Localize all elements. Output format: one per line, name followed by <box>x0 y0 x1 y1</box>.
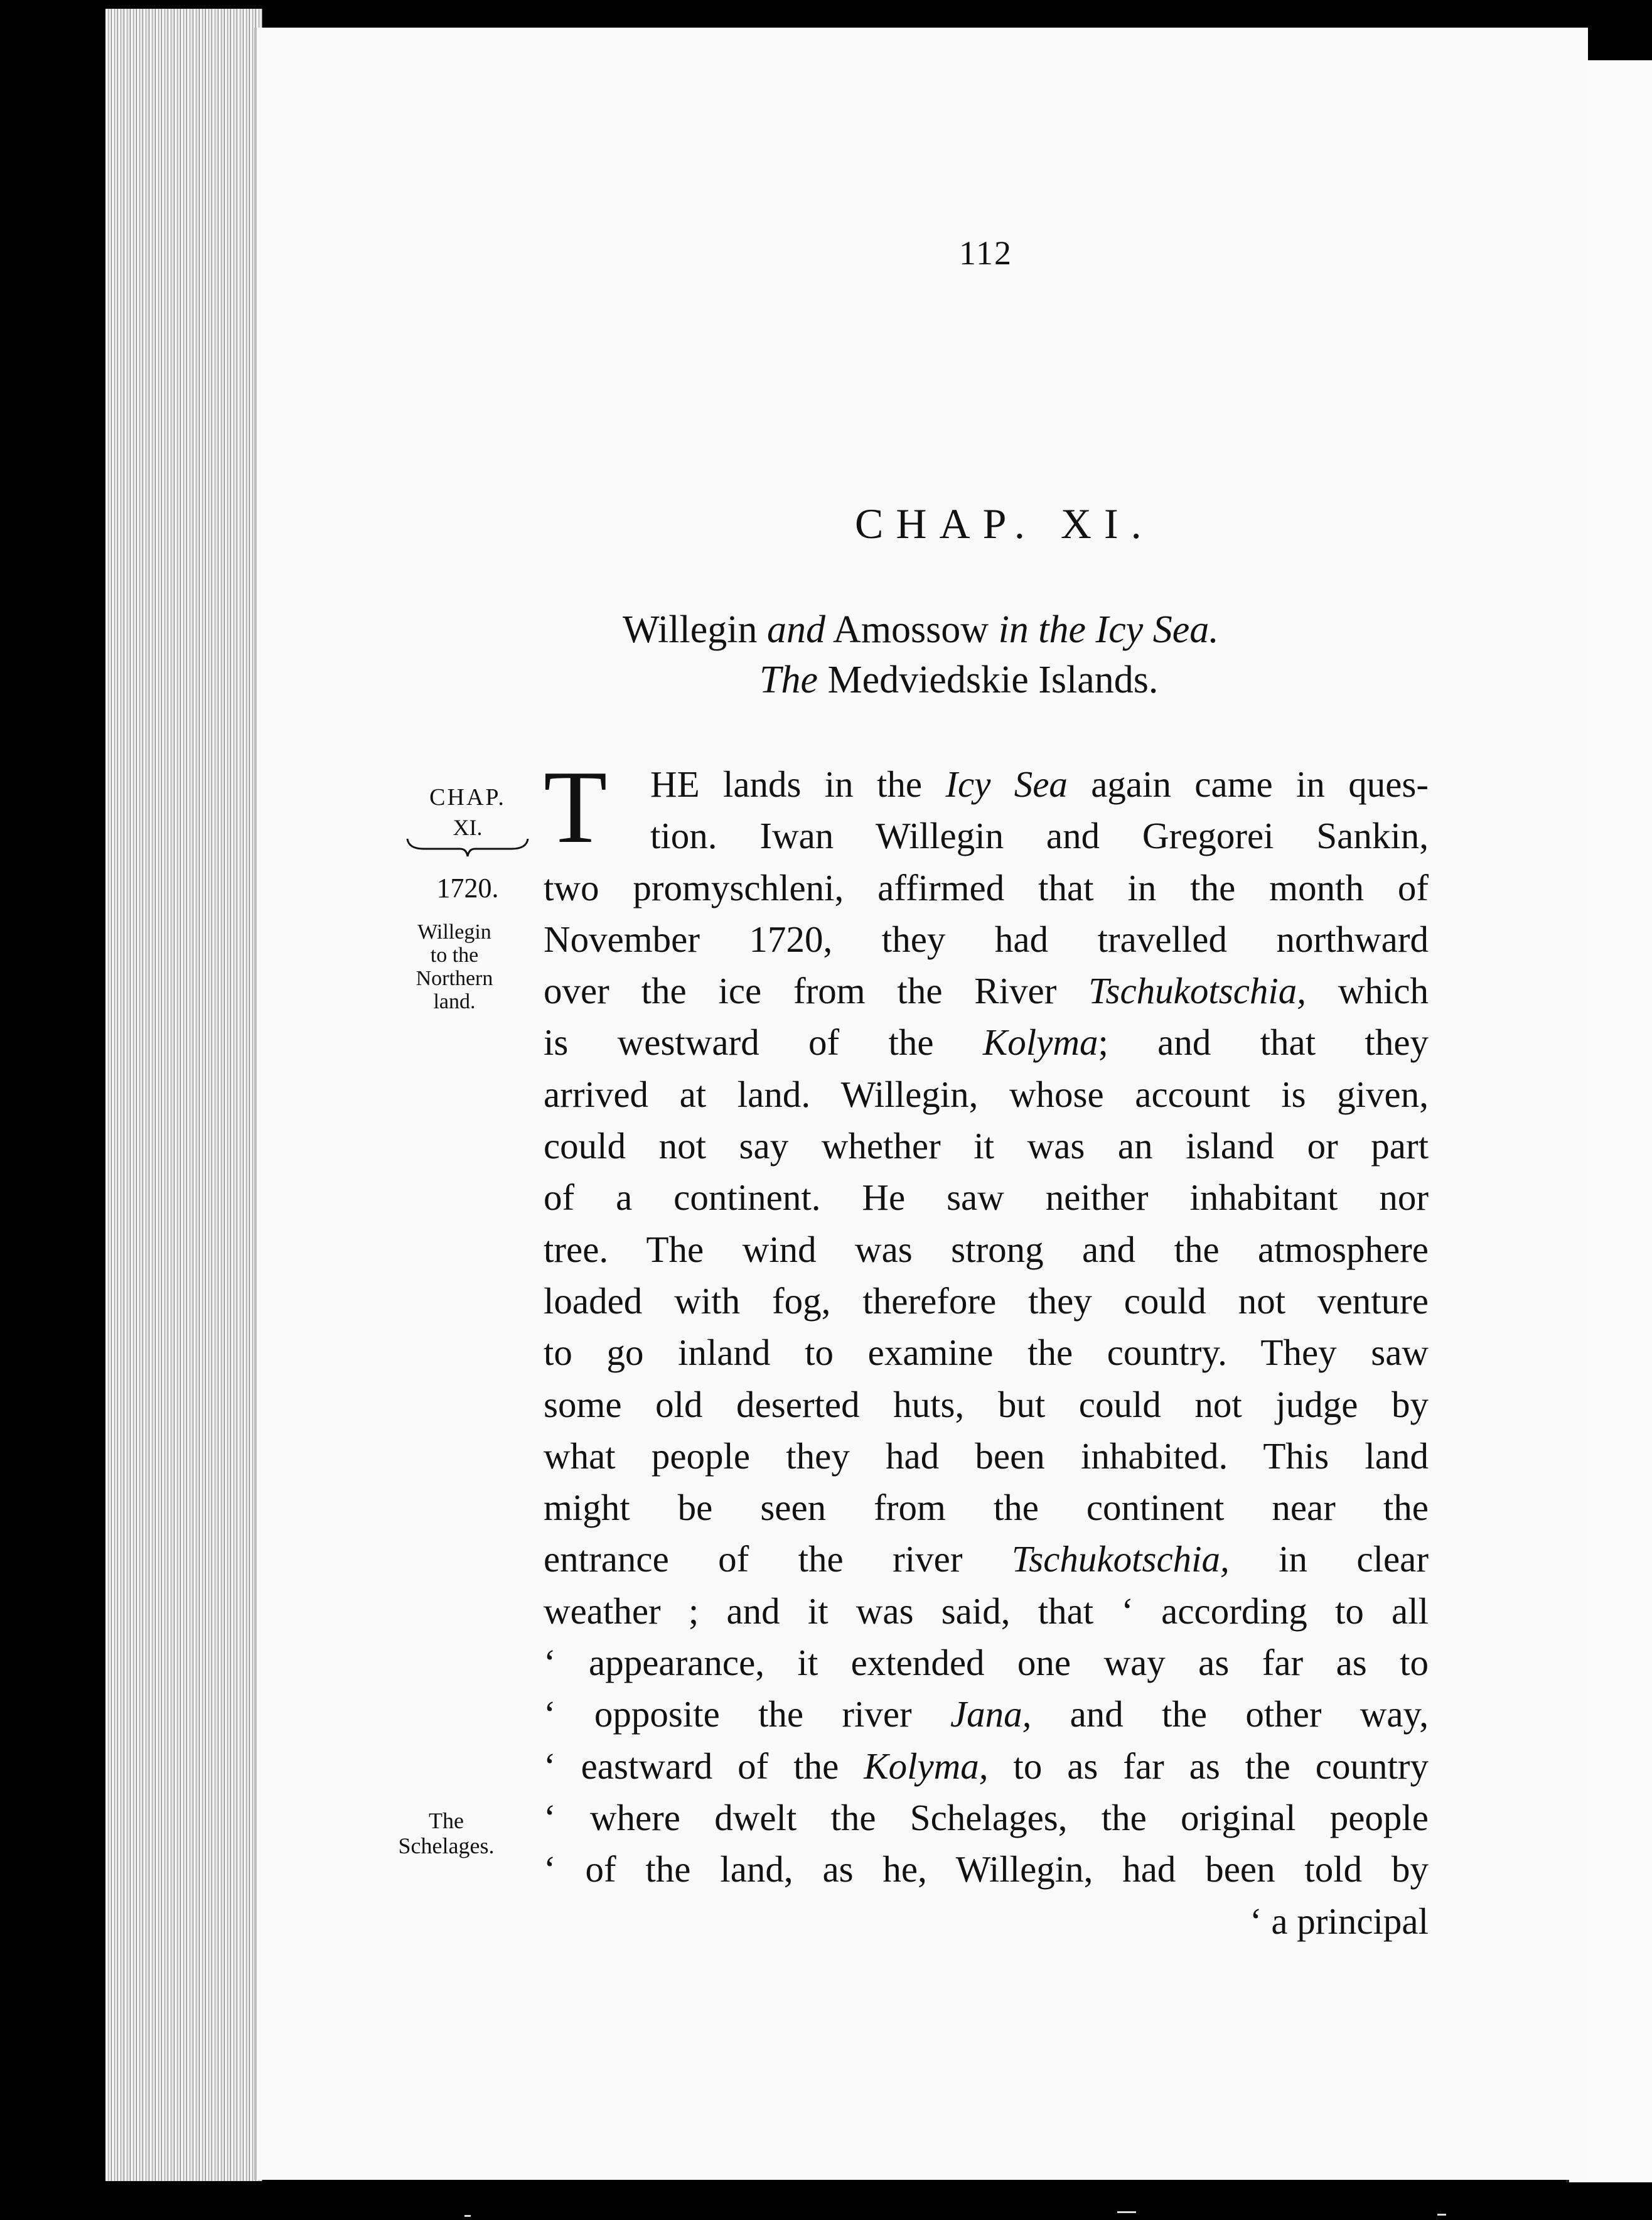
text-run: November 1720, they had travelled northward <box>544 918 1429 960</box>
body-line <box>544 1637 1429 1688</box>
text-run: ‘ of the land, as he, Willegin, had been told by <box>544 1848 1429 1890</box>
text-run: of a continent. He saw neither inhabitant nor <box>544 1177 1429 1219</box>
margin-note-line: land. <box>433 990 476 1013</box>
text-run: ‘ appearance, it extended one way as far as to <box>544 1642 1429 1684</box>
italic-run: Icy Sea <box>945 763 1068 805</box>
chapter-subtitle-line-2 <box>759 658 1158 703</box>
margin-note-line: The <box>429 1808 464 1833</box>
italic-run: Kolyma <box>982 1021 1098 1064</box>
body-line <box>544 1585 1429 1637</box>
scan-speck <box>464 2215 471 2217</box>
text-run: HE lands in the <box>650 763 946 805</box>
body-line <box>544 1224 1429 1275</box>
body-line <box>544 1120 1429 1172</box>
body-line <box>544 1430 1429 1482</box>
body-line <box>544 1327 1429 1378</box>
margin-note-line: Willegin <box>417 920 491 944</box>
text-run: Medviedskie Islands. <box>818 659 1159 701</box>
chapter-subtitle-line-1 <box>623 608 1219 652</box>
body-line <box>544 1843 1429 1895</box>
text-run: ‘ eastward of the <box>544 1745 864 1787</box>
scan-speck <box>1117 2211 1136 2213</box>
margin-note-schelages <box>374 1808 518 1858</box>
italic-run: Tschukotschia, <box>1011 1538 1230 1580</box>
margin-year: 1720. <box>436 873 499 903</box>
body-line <box>544 1275 1429 1327</box>
margin-note-willegin <box>392 920 517 1013</box>
text-run: what people they had been inhabited. This land <box>544 1435 1429 1477</box>
italic-run: The <box>759 659 818 701</box>
text-run: might be seen from the continent near the <box>544 1487 1429 1529</box>
margin-note-line: to the <box>430 944 479 967</box>
margin-brace <box>405 835 530 860</box>
text-run: and the other way, <box>1031 1693 1429 1735</box>
text-run: tree. The wind was strong and the atmosphere <box>544 1228 1429 1270</box>
margin-note-line: Northern <box>416 967 493 990</box>
italic-run: Tschukotschia, <box>1088 970 1307 1012</box>
text-run: tion. Iwan Willegin and Gregorei Sankin, <box>650 815 1429 857</box>
italic-run: in the Icy Sea. <box>998 608 1219 651</box>
text-run: in clear <box>1229 1538 1429 1580</box>
text-run: arrived at land. Willegin, whose account is given, <box>544 1073 1429 1115</box>
text-run: again came in ques- <box>1067 763 1429 805</box>
text-run: to go inland to examine the country. They saw <box>544 1332 1429 1374</box>
body-line <box>544 1482 1429 1533</box>
body-line <box>544 1688 1429 1740</box>
page-number: 112 <box>959 234 1012 272</box>
body-line <box>544 1792 1429 1843</box>
book-page-edges <box>105 9 262 2181</box>
italic-run: Kolyma, <box>864 1745 989 1787</box>
text-run: could not say whether it was an island or part <box>544 1125 1429 1167</box>
text-run: ; and that they <box>1098 1021 1429 1064</box>
margin-chap-number: XI. <box>453 815 483 840</box>
body-line <box>544 1379 1429 1430</box>
body-line <box>544 1016 1429 1068</box>
text-run: entrance of the river <box>544 1538 1012 1580</box>
margin-chap-label: CHAP. <box>429 784 506 811</box>
text-run: over the ice from the River <box>544 970 1089 1012</box>
italic-run: and <box>766 608 825 651</box>
body-line <box>544 965 1429 1016</box>
body-line <box>544 810 1429 861</box>
body-line <box>544 758 1429 810</box>
body-text <box>544 749 1429 1947</box>
text-run: to as far as the country <box>988 1745 1429 1787</box>
text-run: ‘ where dwelt the Schelages, the original people <box>544 1796 1429 1838</box>
catchword: ‘ a principal <box>1249 1900 1429 1942</box>
body-line <box>544 1740 1429 1792</box>
text-run: two promyschleni, affirmed that in the month of <box>544 866 1429 908</box>
text-run: ‘ opposite the river <box>544 1693 950 1735</box>
text-run: Amossow <box>825 608 999 651</box>
text-run: some old deserted huts, but could not judge by <box>544 1383 1429 1425</box>
text-run: which <box>1306 970 1429 1012</box>
body-line <box>544 913 1429 965</box>
text-run: is westward of the <box>544 1021 983 1064</box>
scan-speck <box>1437 2214 1446 2216</box>
body-line <box>544 1172 1429 1223</box>
body-line <box>544 1069 1429 1120</box>
body-line <box>544 1533 1429 1585</box>
chapter-heading: CHAP. XI. <box>855 500 1154 547</box>
body-line <box>544 862 1429 913</box>
margin-note-line: Schelages. <box>398 1833 495 1858</box>
text-run: weather ; and it was said, that ‘ according to all <box>544 1590 1429 1632</box>
drop-cap: T <box>544 749 608 865</box>
text-run: loaded with fog, therefore they could not venture <box>544 1280 1429 1322</box>
italic-run: Jana, <box>950 1693 1032 1735</box>
text-run: Willegin <box>623 608 767 651</box>
